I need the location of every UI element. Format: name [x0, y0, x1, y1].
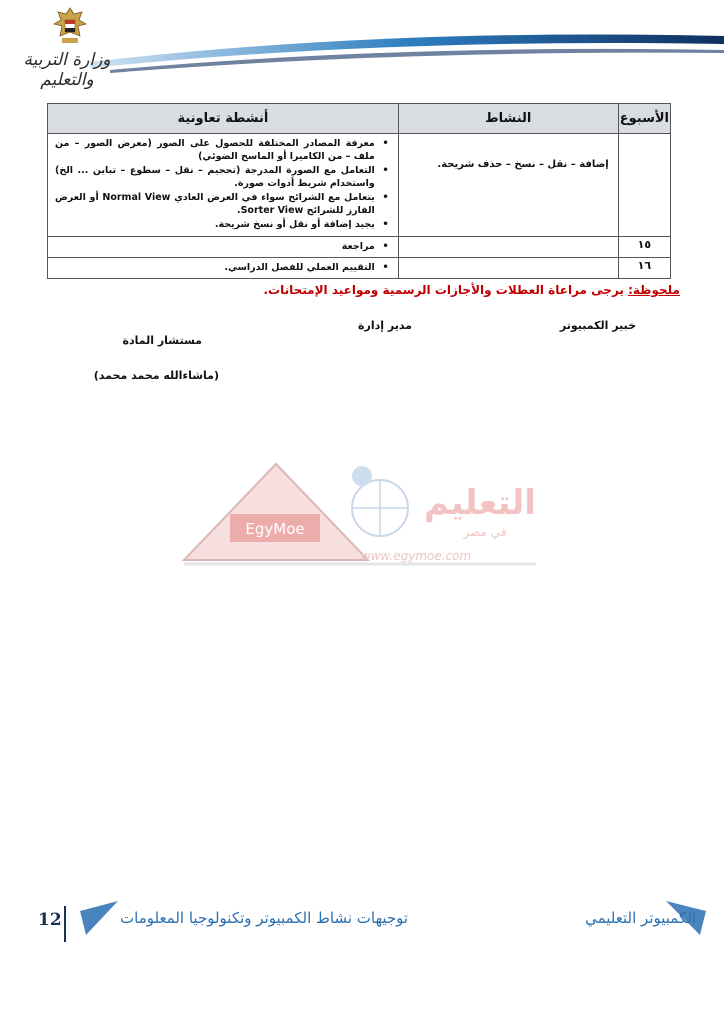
table-row: [48, 134, 671, 237]
watermark-url: www.egymoe.com: [360, 549, 472, 563]
watermark-arabic-sub: في مصر: [463, 525, 507, 539]
footer-title: توجيهات نشاط الكمبيوتر وتكنولوجيا المعلومات: [120, 909, 409, 927]
list-item: • التعامل مع الصورة المدرجة (تحجيم – نقل – سطوع – تباين ... الخ) واستخدام شريط أدوات صورة.: [55, 164, 375, 190]
list-item: • يتعامل مع الشرائح سواء في العرض العادي Normal View أو العرض الفارز للشرائح Sorter View.: [55, 191, 375, 217]
note-label: ملحوظة:: [628, 283, 680, 297]
egymoe-watermark: [180, 448, 540, 578]
cooperative-list: [49, 135, 397, 234]
week-cell: ١٥: [618, 237, 670, 258]
list-item: • يجيد إضافة أو نقل أو نسخ شريحة.: [55, 218, 375, 231]
note-text: يرجى مراعاة العطلات والأجازات الرسمية ومواعيد الإمتحانات.: [263, 283, 629, 297]
signature-advisor: مستشار المادة: [122, 334, 202, 347]
activity-text: إضافة – نقل – نسخ – حذف شريحة.: [437, 159, 609, 170]
note-line: [263, 283, 680, 297]
watermark-logo-text: EgyMoe: [245, 520, 305, 538]
table-row: [48, 237, 671, 258]
activity-cell: [398, 134, 618, 237]
activity-cell: [398, 237, 618, 258]
ministry-logo: [12, 6, 122, 98]
watermark-arabic-text: التعليم: [424, 483, 536, 523]
ministry-logo-text: وزارة التربية والتعليم: [23, 50, 111, 90]
header-cooperative: أنشطة تعاونية: [48, 104, 399, 134]
page-number: 12: [38, 910, 62, 930]
activity-cell: [398, 258, 618, 279]
signature-expert: خبير الكمبيوتر: [559, 319, 636, 332]
week-cell: ١٦: [618, 258, 670, 279]
cooperative-cell: [48, 258, 399, 279]
cooperative-cell: [48, 134, 399, 237]
footer-subject: الكمبيوتر التعليمي: [585, 909, 696, 927]
table-row: [48, 258, 671, 279]
activity-plan-table: [47, 103, 671, 279]
list-item: • التقييم العملي للفصل الدراسي.: [55, 261, 375, 274]
list-item: • معرفة المصادر المختلفة للحصول على الصور (معرض الصور – من ملف – من الكاميرا أو الماسح الضوئي): [55, 137, 375, 163]
cooperative-cell: [48, 237, 399, 258]
signature-advisor-name: (ماشاءالله محمد محمد): [93, 369, 219, 382]
eagle-emblem-icon: [52, 6, 88, 48]
table-header-row: [48, 104, 671, 134]
header-activity: النشاط: [398, 104, 618, 134]
header-week: الأسبوع: [618, 104, 670, 134]
week-cell: [618, 134, 670, 237]
list-item: • مراجعة: [55, 240, 375, 253]
signature-director: مدير إدارة: [358, 319, 412, 332]
footer-divider: [64, 906, 66, 942]
